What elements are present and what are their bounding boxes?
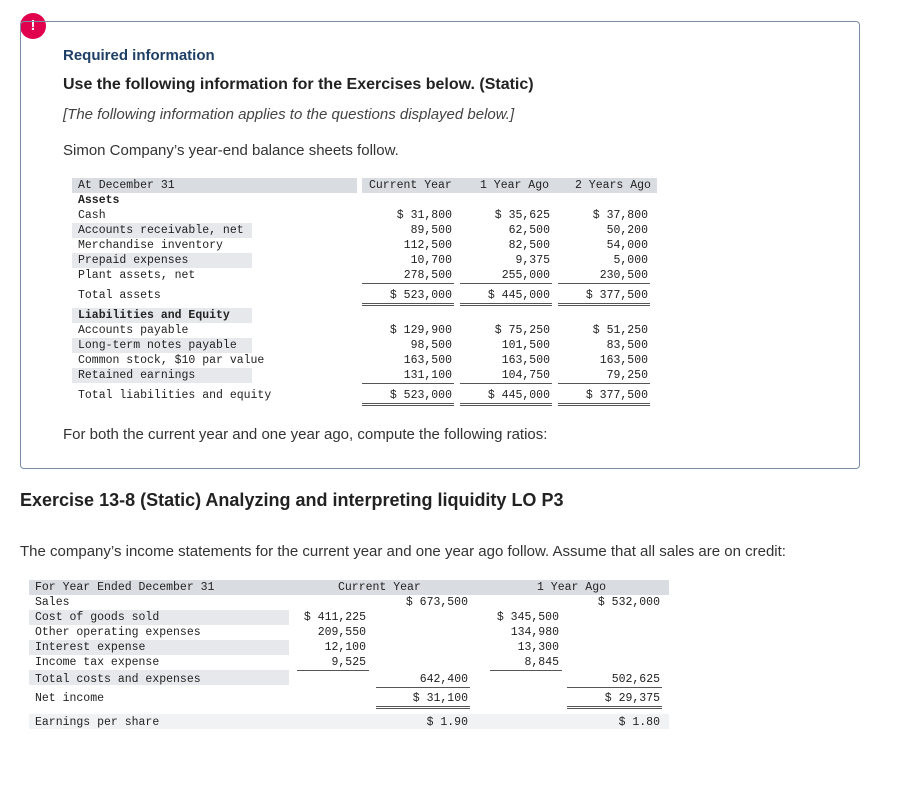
header-label: For Year Ended December 31 <box>35 581 215 594</box>
row-label: Total costs and expenses <box>35 673 201 686</box>
cell-1-year-ago: $ 1.80 <box>618 716 660 729</box>
cell-1-year-ago: 9,375 <box>515 254 550 267</box>
table-row <box>72 353 648 368</box>
row-label: Plant assets, net <box>78 269 196 282</box>
cell-1-year-ago: $ 532,000 <box>597 596 660 609</box>
cell-1-year-ago: 163,500 <box>501 354 550 367</box>
cell-current: $ 1.90 <box>426 716 468 729</box>
cell-current: 163,500 <box>403 354 452 367</box>
eps-row <box>29 715 660 730</box>
cell-1-year-ago: 82,500 <box>508 239 550 252</box>
applies-note: [The following information applies to the questions displayed below.] <box>63 106 515 123</box>
required-information-title: Required information <box>63 47 215 64</box>
cell-current: $ 523,000 <box>389 289 452 302</box>
cell-2-years-ago: 230,500 <box>599 269 648 282</box>
header-1-year-ago: 1 Year Ago <box>537 581 607 594</box>
cell-1-year-ago: $ 345,500 <box>496 611 559 624</box>
cell-2-years-ago: 83,500 <box>606 339 648 352</box>
table-row <box>72 323 648 338</box>
table-row <box>72 338 648 353</box>
cell-current: 131,100 <box>403 369 452 382</box>
cell-1-year-ago: $ 75,250 <box>494 324 550 337</box>
cell-2-years-ago: 163,500 <box>599 354 648 367</box>
cell-1-year-ago: 62,500 <box>508 224 550 237</box>
table-row <box>72 268 648 283</box>
cell-current: 278,500 <box>403 269 452 282</box>
header-current-year: Current Year <box>338 581 421 594</box>
cell-current: $ 31,100 <box>412 692 468 705</box>
instructions-heading: Use the following information for the Exercises below. (Static) <box>63 76 534 93</box>
header-current-year: Current Year <box>369 179 452 192</box>
table-row <box>29 625 559 640</box>
cell-1-year-ago: 255,000 <box>501 269 550 282</box>
cell-2-years-ago: 54,000 <box>606 239 648 252</box>
cell-current: 12,100 <box>324 641 366 654</box>
cell-current: 10,700 <box>410 254 452 267</box>
row-label: Retained earnings <box>78 369 196 382</box>
table-row <box>72 208 648 223</box>
row-label: Total assets <box>78 289 161 302</box>
row-label: Cash <box>78 209 106 222</box>
income-statement-intro: The company’s income statements for the current year and one year ago follow. Assume that all sales are on credit: <box>20 543 786 560</box>
header-2-years-ago: 2 Years Ago <box>575 179 651 192</box>
table-row <box>72 223 648 238</box>
row-label: Prepaid expenses <box>78 254 189 267</box>
header-label: At December 31 <box>78 179 175 192</box>
balance-sheet-intro: Simon Company’s year-end balance sheets follow. <box>63 142 399 159</box>
table-row <box>72 253 648 268</box>
assets-heading-text: Assets <box>78 194 120 207</box>
cell-current: $ 673,500 <box>405 596 468 609</box>
row-label: Total liabilities and equity <box>78 389 272 402</box>
row-label: Net income <box>35 692 105 705</box>
cell-1-year-ago: $ 445,000 <box>487 289 550 302</box>
table-row <box>29 640 559 655</box>
row-label: Sales <box>35 596 70 609</box>
cell-2-years-ago: $ 377,500 <box>585 289 648 302</box>
exclamation-icon: ! <box>20 13 46 39</box>
cell-1-year-ago: 104,750 <box>501 369 550 382</box>
total-liabilities-row <box>72 388 648 403</box>
cell-current: $ 31,800 <box>396 209 452 222</box>
income-statement-table <box>29 580 674 730</box>
row-label: Earnings per share <box>35 716 160 729</box>
table-row <box>72 368 648 383</box>
row-label: Income tax expense <box>35 656 160 669</box>
cell-current: $ 523,000 <box>389 389 452 402</box>
cell-1-year-ago: 134,980 <box>510 626 559 639</box>
cell-1-year-ago: $ 35,625 <box>494 209 550 222</box>
table-header <box>29 580 669 595</box>
balance-sheet-table <box>72 178 662 408</box>
cell-current: 89,500 <box>410 224 452 237</box>
assets-heading <box>72 193 357 208</box>
row-label: Common stock, $10 par value <box>78 354 265 367</box>
cell-1-year-ago: $ 29,375 <box>604 692 660 705</box>
exercise-title: Exercise 13-8 (Static) Analyzing and interpreting liquidity LO P3 <box>20 490 564 510</box>
cell-current: 209,550 <box>317 626 366 639</box>
ratios-prompt: For both the current year and one year ago, compute the following ratios: <box>63 426 548 443</box>
cell-2-years-ago: 5,000 <box>613 254 648 267</box>
header-1-year-ago: 1 Year Ago <box>480 179 550 192</box>
row-label: Cost of goods sold <box>35 611 160 624</box>
cell-current: 642,400 <box>419 673 468 686</box>
cell-1-year-ago: $ 445,000 <box>487 389 550 402</box>
table-header <box>72 178 662 193</box>
cell-2-years-ago: $ 51,250 <box>592 324 648 337</box>
sales-row <box>29 595 660 610</box>
cell-2-years-ago: $ 377,500 <box>585 389 648 402</box>
cell-1-year-ago: 8,845 <box>524 656 559 669</box>
row-label: Other operating expenses <box>35 626 201 639</box>
net-income-row <box>29 691 660 706</box>
row-label: Merchandise inventory <box>78 239 223 252</box>
cell-1-year-ago: 13,300 <box>517 641 559 654</box>
cell-2-years-ago: 50,200 <box>606 224 648 237</box>
total-assets-row <box>72 288 648 303</box>
cell-2-years-ago: $ 37,800 <box>592 209 648 222</box>
row-label: Long-term notes payable <box>78 339 237 352</box>
total-costs-row <box>29 672 660 687</box>
liabilities-heading <box>72 308 230 323</box>
table-row <box>29 610 559 625</box>
row-label: Interest expense <box>35 641 146 654</box>
cell-1-year-ago: 502,625 <box>611 673 660 686</box>
cell-2-years-ago: 79,250 <box>606 369 648 382</box>
cell-current: $ 411,225 <box>303 611 366 624</box>
liabilities-heading-text: Liabilities and Equity <box>78 309 230 322</box>
cell-current: $ 129,900 <box>389 324 452 337</box>
table-row <box>72 238 648 253</box>
table-row <box>29 655 559 670</box>
row-label: Accounts payable <box>78 324 189 337</box>
cell-current: 9,525 <box>331 656 366 669</box>
cell-1-year-ago: 101,500 <box>501 339 550 352</box>
row-label: Accounts receivable, net <box>78 224 244 237</box>
cell-current: 98,500 <box>410 339 452 352</box>
cell-current: 112,500 <box>403 239 452 252</box>
